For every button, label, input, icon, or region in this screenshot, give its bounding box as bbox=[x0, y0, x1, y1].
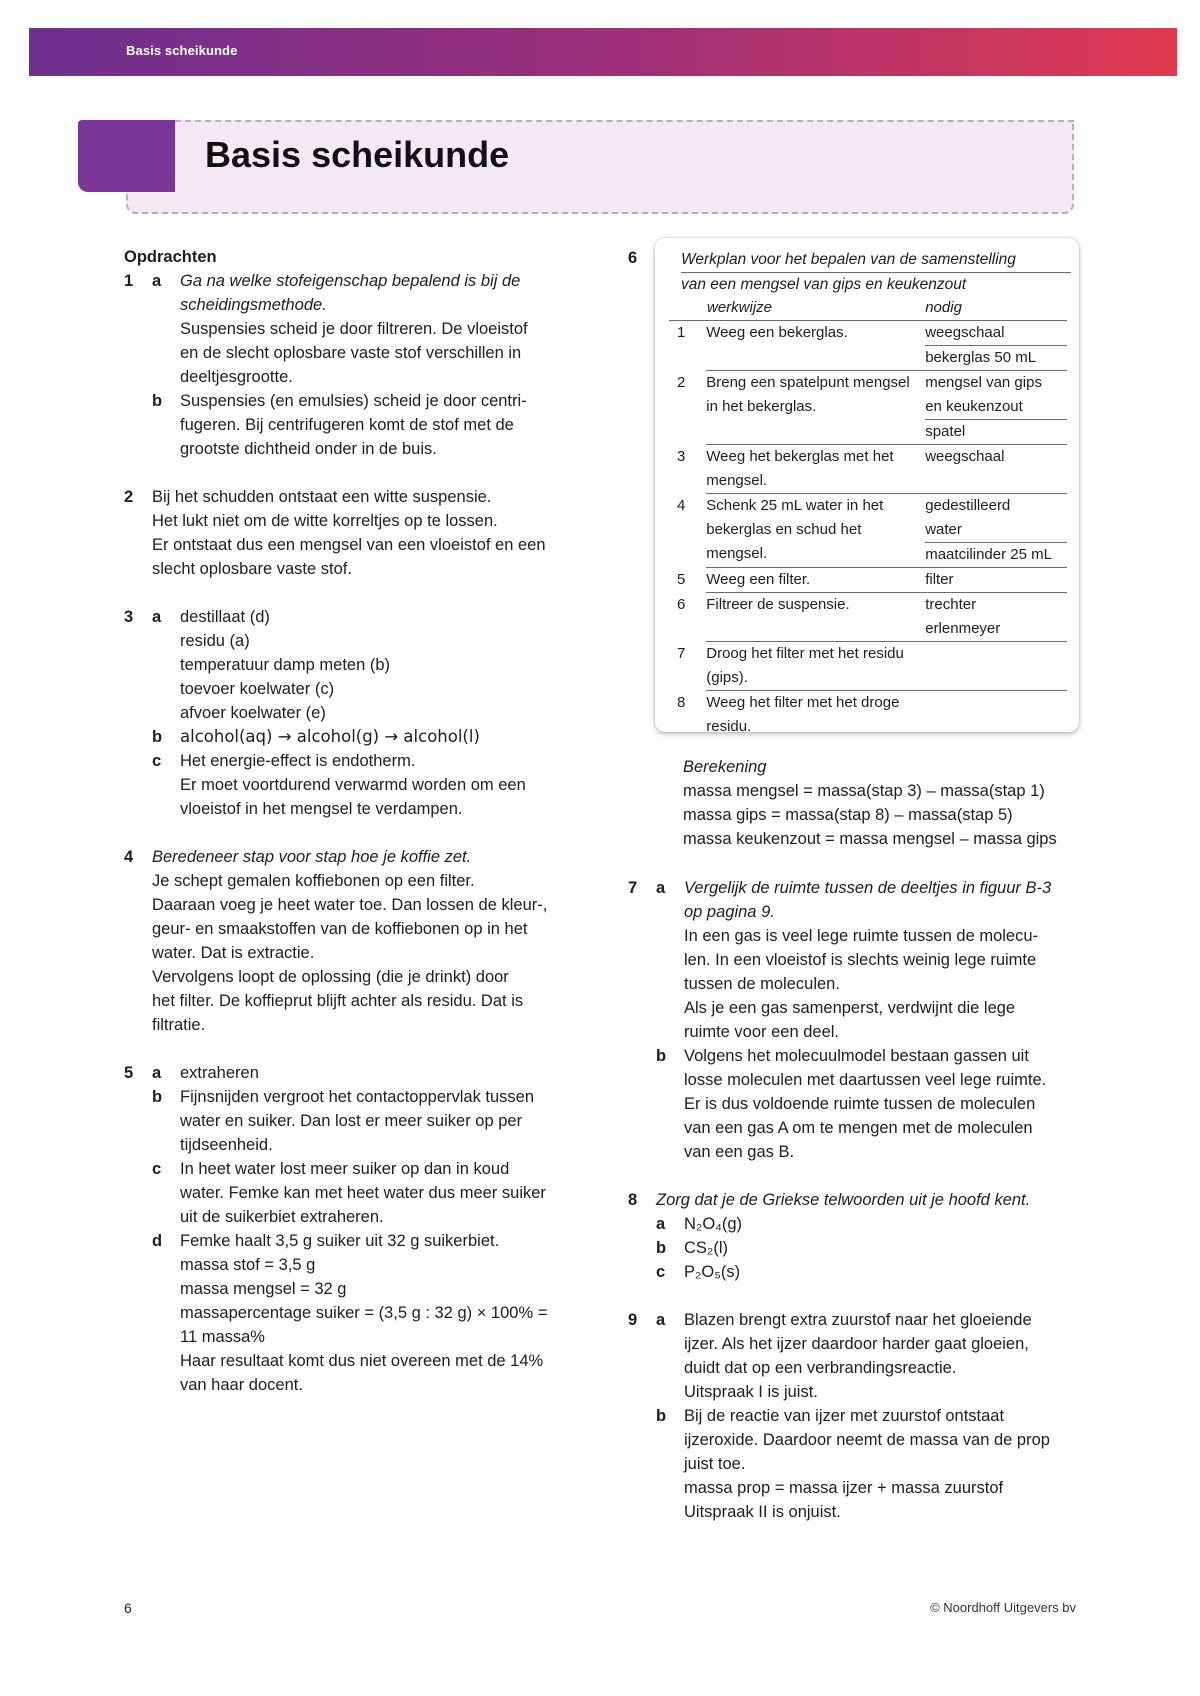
step-werkwijze: Filtreer de suspensie. bbox=[706, 593, 925, 642]
answer-line: Bij het schudden ontstaat een witte suspensie. bbox=[152, 488, 492, 506]
answer-line: temperatuur damp meten (b) bbox=[180, 656, 391, 674]
berekening-line: massa keukenzout = massa mengsel – massa gips bbox=[683, 830, 1057, 848]
werkplan-title bbox=[681, 248, 1071, 297]
question-1b bbox=[124, 389, 594, 461]
step-nodig: trechter erlenmeyer bbox=[925, 593, 1067, 642]
answer-line: residu (a) bbox=[180, 632, 250, 650]
step-werkwijze: Weeg een bekerglas. bbox=[706, 321, 925, 371]
answer-line: Het lukt niet om de witte korreltjes op te lossen. bbox=[152, 512, 498, 530]
answer-line: Ga na welke stofeigenschap bepalend is bij de bbox=[180, 272, 521, 290]
part-letter: b bbox=[656, 1047, 667, 1065]
werkplan-title-line: van een mengsel van gips en keukenzout bbox=[681, 276, 967, 293]
running-title: Basis scheikunde bbox=[126, 43, 238, 58]
answer-line: destillaat (d) bbox=[180, 608, 270, 626]
part-letter: c bbox=[656, 1263, 666, 1281]
question-7b bbox=[628, 1044, 1083, 1164]
answer-line: massapercentage suiker = (3,5 g : 32 g) × 100% = bbox=[180, 1304, 548, 1322]
answer-line: In een gas is veel lege ruimte tussen de molecu- bbox=[684, 927, 1039, 945]
part-letter: a bbox=[152, 608, 162, 626]
step-nodig: weegschaal bbox=[925, 445, 1067, 494]
question-3b bbox=[124, 725, 594, 749]
answer-line: grootste dichtheid onder in de buis. bbox=[180, 440, 437, 458]
berekening-title: Berekening bbox=[683, 758, 767, 776]
step-nodig-empty bbox=[925, 642, 1067, 691]
question-5 bbox=[124, 1061, 594, 1397]
answer-line: Haar resultaat komt dus niet overeen met de 14% bbox=[180, 1352, 544, 1370]
answer-line: water en suiker. Dan lost er meer suiker op per bbox=[180, 1112, 523, 1130]
question-5a bbox=[124, 1061, 594, 1085]
left-column bbox=[124, 245, 594, 1421]
question-8b bbox=[628, 1236, 1083, 1260]
answer-line: Er is dus voldoende ruimte tussen de moleculen bbox=[684, 1095, 1036, 1113]
answer-line: Vergelijk de ruimte tussen de deeltjes in figuur B-3 bbox=[684, 879, 1052, 897]
answer-line: Er moet voortdurend verwarmd worden om een bbox=[180, 776, 526, 794]
question-number: 9 bbox=[628, 1311, 638, 1329]
step-number: 6 bbox=[677, 595, 686, 613]
answer-line: Volgens het molecuulmodel bestaan gassen uit bbox=[684, 1047, 1029, 1065]
part-letter: c bbox=[152, 752, 162, 770]
table-row bbox=[669, 568, 1067, 593]
question-number: 8 bbox=[628, 1191, 638, 1209]
answer-line: van een gas A om te mengen met de moleculen bbox=[684, 1119, 1033, 1137]
answer-line: uit de suikerbiet extraheren. bbox=[180, 1208, 384, 1226]
title-box-top-border bbox=[175, 120, 1074, 122]
question-number: 3 bbox=[124, 608, 134, 626]
question-8c bbox=[628, 1260, 1083, 1284]
question-number: 5 bbox=[124, 1064, 134, 1082]
answer-line: extraheren bbox=[180, 1064, 259, 1082]
answer-line: deeltjesgrootte. bbox=[180, 368, 293, 386]
answer-line: ijzer. Als het ijzer daardoor harder gaat gloeien, bbox=[684, 1335, 1029, 1353]
page-number: 6 bbox=[124, 1600, 132, 1616]
berekening bbox=[683, 755, 1083, 851]
question-7 bbox=[628, 876, 1083, 1164]
step-nodig: gedestilleerd water maatcilinder 25 mL bbox=[925, 494, 1067, 568]
title-tab bbox=[78, 120, 175, 192]
answer-line: slecht oplosbare vaste stof. bbox=[152, 560, 352, 578]
answer-line: tijdseenheid. bbox=[180, 1136, 273, 1154]
question-8 bbox=[628, 1188, 1083, 1284]
answer-line: Beredeneer stap voor stap hoe je koffie zet. bbox=[152, 848, 472, 866]
answer-line: ruimte voor een deel. bbox=[684, 1023, 840, 1041]
header-bar bbox=[29, 28, 1177, 76]
answer-line: Als je een gas samenperst, verdwijnt die lege bbox=[684, 999, 1016, 1017]
question-2 bbox=[124, 485, 594, 581]
step-werkwijze: Breng een spatelpunt mengsel in het bekerglas. bbox=[706, 371, 925, 445]
part-letter: d bbox=[152, 1232, 163, 1250]
answer-line: Er ontstaat dus een mengsel van een vloeistof en een bbox=[152, 536, 546, 554]
step-nodig: filter bbox=[925, 568, 1067, 593]
answer-line: Suspensies (en emulsies) scheid je door centri- bbox=[180, 392, 527, 410]
answer-line: Vervolgens loopt de oplossing (die je drinkt) door bbox=[152, 968, 509, 986]
answer-line: massa stof = 3,5 g bbox=[180, 1256, 316, 1274]
answer-line: op pagina 9. bbox=[684, 903, 775, 921]
answer-line: en de slecht oplosbare vaste stof verschillen in bbox=[180, 344, 522, 362]
question-4 bbox=[124, 845, 594, 1037]
step-number: 5 bbox=[677, 570, 686, 588]
question-3c bbox=[124, 749, 594, 821]
answer-line: duidt dat op een verbrandingsreactie. bbox=[684, 1359, 957, 1377]
copyright: © Noordhoff Uitgevers bv bbox=[930, 1600, 1076, 1615]
question-3a bbox=[124, 605, 594, 725]
question-5b bbox=[124, 1085, 594, 1157]
part-letter: a bbox=[152, 272, 162, 290]
part-letter: b bbox=[152, 728, 163, 746]
step-number: 4 bbox=[677, 496, 686, 514]
step-nodig-empty bbox=[925, 691, 1067, 740]
step-werkwijze: Schenk 25 mL water in het bekerglas en schud het mengsel. bbox=[706, 494, 925, 568]
answer-line: tussen de moleculen. bbox=[684, 975, 840, 993]
answer-line: fugeren. Bij centrifugeren komt de stof met de bbox=[180, 416, 514, 434]
part-letter: b bbox=[152, 1088, 163, 1106]
part-letter: c bbox=[152, 1160, 162, 1178]
question-1a bbox=[124, 269, 594, 389]
answer-line: ijzeroxide. Daardoor neemt de massa van de prop bbox=[684, 1431, 1050, 1449]
column-header-werkwijze: werkwijze bbox=[669, 296, 925, 321]
step-werkwijze: Droog het filter met het residu (gips). bbox=[706, 642, 925, 691]
table-row bbox=[669, 642, 1067, 691]
answer-line: Daaraan voeg je heet water toe. Dan lossen de kleur-, bbox=[152, 896, 548, 914]
question-8-intro: Zorg dat je de Griekse telwoorden uit je hoofd kent. bbox=[656, 1191, 1031, 1209]
question-9b bbox=[628, 1404, 1083, 1524]
question-5d bbox=[124, 1229, 594, 1397]
question-3 bbox=[124, 605, 594, 821]
answer-line: Uitspraak I is juist. bbox=[684, 1383, 818, 1401]
step-werkwijze: Weeg het bekerglas met het mengsel. bbox=[706, 445, 925, 494]
werkplan-title-line: Werkplan voor het bepalen van de samenstelling bbox=[681, 248, 1071, 273]
column-header-nodig: nodig bbox=[925, 296, 1067, 321]
answer-line: 11 massa% bbox=[180, 1328, 265, 1346]
right-column bbox=[628, 876, 1083, 1548]
step-werkwijze: Weeg het filter met het droge residu. bbox=[706, 694, 900, 735]
question-1 bbox=[124, 269, 594, 461]
step-nodig: mengsel van gips en keukenzout spatel bbox=[925, 371, 1067, 445]
question-number: 6 bbox=[628, 249, 638, 267]
question-number: 1 bbox=[124, 272, 134, 290]
question-number: 4 bbox=[124, 848, 134, 866]
part-letter: b bbox=[152, 392, 163, 410]
answer-line: vloeistof in het mengsel te verdampen. bbox=[180, 800, 463, 818]
answer-line: filtratie. bbox=[152, 1016, 206, 1034]
table-header-row bbox=[669, 296, 1067, 321]
part-letter: a bbox=[656, 879, 666, 897]
answer-line: van een gas B. bbox=[684, 1143, 795, 1161]
step-number: 7 bbox=[677, 644, 686, 662]
werkplan-table bbox=[669, 296, 1067, 739]
question-9 bbox=[628, 1308, 1083, 1524]
answer-line: massa prop = massa ijzer + massa zuurstof bbox=[684, 1479, 1004, 1497]
question-7a bbox=[628, 876, 1083, 1044]
question-5c bbox=[124, 1157, 594, 1229]
answer-line: Blazen brengt extra zuurstof naar het gloeiende bbox=[684, 1311, 1032, 1329]
answer-line: In heet water lost meer suiker op dan in koud bbox=[180, 1160, 510, 1178]
answer-line: water. Dat is extractie. bbox=[152, 944, 315, 962]
answer-line: Uitspraak II is onjuist. bbox=[684, 1503, 841, 1521]
page-title: Basis scheikunde bbox=[205, 134, 510, 175]
berekening-line: massa mengsel = massa(stap 3) – massa(stap 1) bbox=[683, 782, 1045, 800]
question-number: 2 bbox=[124, 488, 134, 506]
step-number: 8 bbox=[677, 693, 686, 711]
part-letter: b bbox=[656, 1239, 667, 1257]
part-letter: a bbox=[656, 1215, 666, 1233]
answer-line: Je schept gemalen koffiebonen op een filter. bbox=[152, 872, 475, 890]
answer-line: afvoer koelwater (e) bbox=[180, 704, 326, 722]
answer-line: juist toe. bbox=[684, 1455, 746, 1473]
answer-line: Fijnsnijden vergroot het contactoppervlak tussen bbox=[180, 1088, 535, 1106]
answer-line: Het energie-effect is endotherm. bbox=[180, 752, 416, 770]
answer-line: Bij de reactie van ijzer met zuurstof ontstaat bbox=[684, 1407, 1005, 1425]
table-row bbox=[669, 691, 1067, 740]
part-letter: a bbox=[152, 1064, 162, 1082]
table-row bbox=[669, 494, 1067, 568]
question-8a bbox=[628, 1212, 1083, 1236]
answer-line: van haar docent. bbox=[180, 1376, 303, 1394]
table-row bbox=[669, 321, 1067, 371]
table-row bbox=[669, 371, 1067, 445]
answer-line: losse moleculen met daartussen veel lege ruimte. bbox=[684, 1071, 1047, 1089]
section-title: Opdrachten bbox=[124, 248, 217, 266]
step-number: 2 bbox=[677, 373, 686, 391]
formula: P₂O₅(s) bbox=[684, 1263, 741, 1281]
answer-line: scheidingsmethode. bbox=[180, 296, 327, 314]
question-9a bbox=[628, 1308, 1083, 1404]
table-row bbox=[669, 445, 1067, 494]
answer-line: Femke haalt 3,5 g suiker uit 32 g suikerbiet. bbox=[180, 1232, 500, 1250]
answer-line: toevoer koelwater (c) bbox=[180, 680, 335, 698]
answer-line: water. Femke kan met heet water dus meer suiker bbox=[180, 1184, 546, 1202]
answer-line: massa mengsel = 32 g bbox=[180, 1280, 347, 1298]
formula: CS₂(l) bbox=[684, 1239, 728, 1257]
step-werkwijze: Weeg een filter. bbox=[706, 568, 925, 593]
werkplan-box bbox=[655, 238, 1079, 735]
formula: N₂O₄(g) bbox=[684, 1215, 743, 1233]
step-number: 1 bbox=[677, 324, 686, 341]
part-letter: b bbox=[656, 1407, 667, 1425]
berekening-line: massa gips = massa(stap 8) – massa(stap 5) bbox=[683, 806, 1013, 824]
step-number: 3 bbox=[677, 447, 686, 465]
answer-line: Suspensies scheid je door filtreren. De vloeistof bbox=[180, 320, 528, 338]
reaction-line: alcohol(aq) → alcohol(g) → alcohol(l) bbox=[180, 727, 480, 746]
table-row bbox=[669, 593, 1067, 642]
part-letter: a bbox=[656, 1311, 666, 1329]
question-number: 7 bbox=[628, 879, 638, 897]
answer-line: len. In een vloeistof is slechts weinig lege ruimte bbox=[684, 951, 1037, 969]
answer-line: geur- en smaakstoffen van de koffiebonen op in het bbox=[152, 920, 528, 938]
step-nodig: weegschaal bekerglas 50 mL bbox=[925, 321, 1067, 371]
answer-line: het filter. De koffieprut blijft achter als residu. Dat is bbox=[152, 992, 524, 1010]
